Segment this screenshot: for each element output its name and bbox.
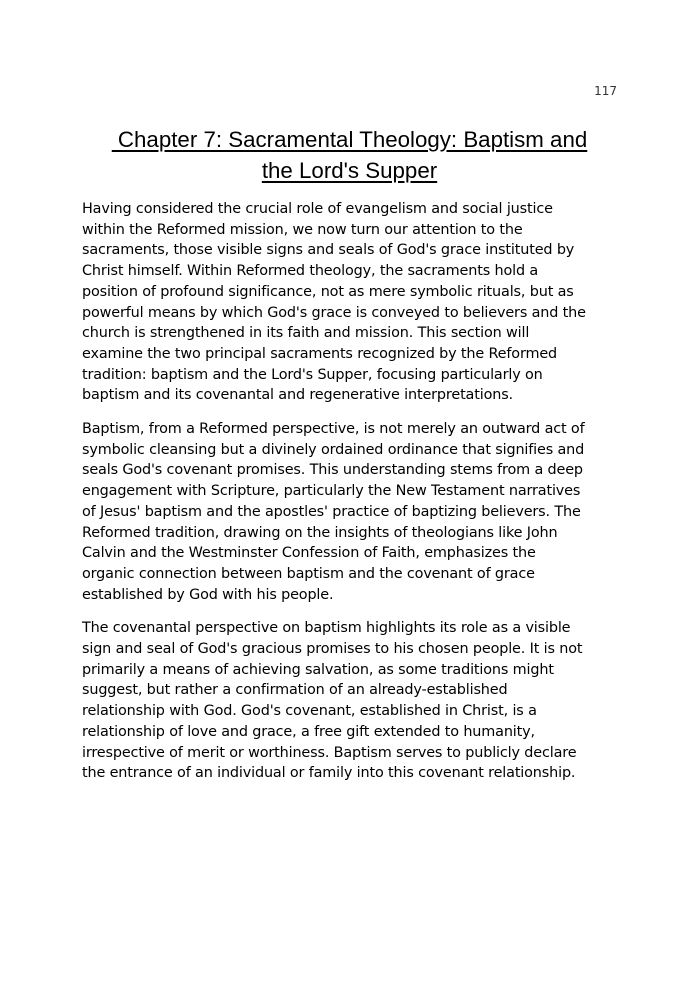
text-line: Christ himself. Within Reformed theology, the sacraments hold a [82, 263, 539, 280]
text-line: Calvin and the Westminster Confession of Faith, emphasizes the [82, 545, 536, 562]
paragraph-1 [82, 199, 622, 406]
text-line: position of profound significance, not as mere symbolic rituals, but as [82, 283, 574, 300]
text-line: relationship with God. God's covenant, established in Christ, is a [82, 703, 537, 720]
text-line: sign and seal of God's gracious promises to his chosen people. It is not [82, 641, 583, 658]
text-line: the entrance of an individual or family into this covenant relationship. [82, 765, 576, 782]
page-number: 117 [594, 84, 617, 98]
text-line: established by God with his people. [82, 586, 334, 603]
text-line: engagement with Scripture, particularly the New Testament narratives [82, 483, 581, 500]
text-line: church is strengthened in its faith and mission. This section will [82, 325, 530, 342]
text-line: sacraments, those visible signs and seals of God's grace instituted by [82, 242, 575, 259]
text-line: Having considered the crucial role of evangelism and social justice [82, 201, 553, 217]
chapter-title-line-1: Chapter 7: Sacramental Theology: Baptism and [111, 127, 588, 152]
text-line: irrespective of merit or worthiness. Baptism serves to publicly declare [82, 744, 577, 761]
paragraph-2 [82, 419, 622, 605]
text-line: tradition: baptism and the Lord's Supper, focusing particularly on [82, 366, 543, 383]
chapter-title-line-2: the Lord's Supper [261, 158, 438, 183]
text-line: primarily a means of achieving salvation, as some traditions might [82, 661, 554, 678]
text-line: Reformed tradition, drawing on the insights of theologians like John [82, 524, 558, 541]
text-line: examine the two principal sacraments recognized by the Reformed [82, 345, 558, 362]
text-line: relationship of love and grace, a free gift extended to humanity, [82, 723, 535, 740]
text-line: suggest, but rather a confirmation of an already-established [82, 682, 508, 699]
text-line: organic connection between baptism and the covenant of grace [82, 565, 535, 582]
text-line: Baptism, from a Reformed perspective, is not merely an outward act of [82, 421, 585, 438]
text-line: powerful means by which God's grace is conveyed to believers and the [82, 304, 586, 321]
chapter-title [60, 124, 639, 186]
text-line: baptism and its covenantal and regenerative interpretations. [82, 387, 513, 404]
text-line: within the Reformed mission, we now turn our attention to the [82, 221, 523, 238]
text-line: The covenantal perspective on baptism highlights its role as a visible [82, 620, 571, 637]
text-line: of Jesus' baptism and the apostles' practice of baptizing believers. The [82, 503, 581, 520]
body-text [82, 199, 622, 797]
text-line: symbolic cleansing but a divinely ordained ordinance that signifies and [82, 441, 585, 458]
paragraph-3 [82, 618, 622, 784]
text-line: seals God's covenant promises. This understanding stems from a deep [82, 462, 583, 479]
